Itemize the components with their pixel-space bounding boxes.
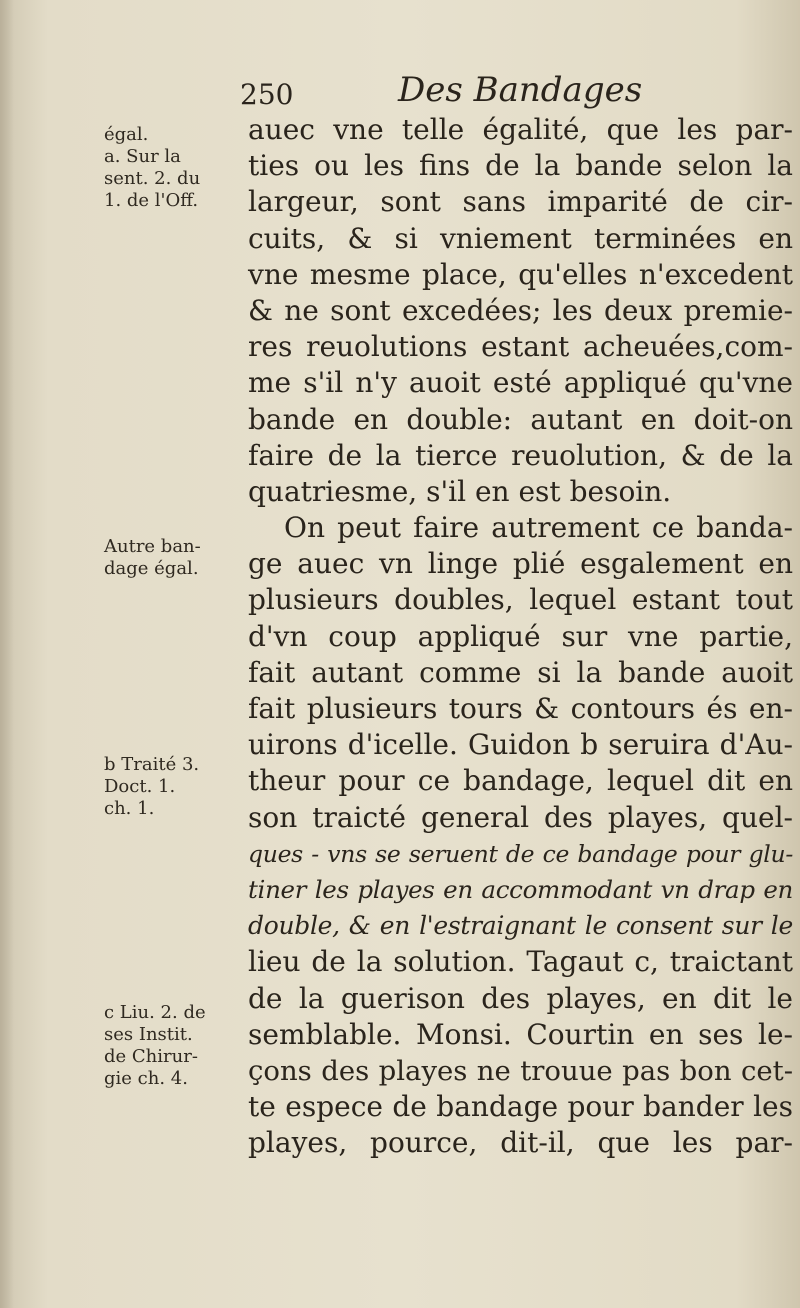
margin-note-line: 1. de l'Off.: [104, 190, 199, 211]
margin-note-4: [104, 1002, 242, 1090]
margin-note-line: dage égal.: [104, 558, 199, 579]
text-line: plusieurs doubles, lequel estant tout: [248, 583, 793, 617]
margin-note-line: gie ch. 4.: [104, 1068, 188, 1089]
text-line: uirons d'icelle. Guidon b seruira d'Au-: [248, 728, 793, 762]
margin-note-3: [104, 754, 242, 820]
margin-note-1: [104, 124, 242, 212]
page-gutter-shadow: [0, 0, 14, 1308]
text-line: son traicté general des playes, quel-: [248, 800, 793, 834]
margin-note-line: b Traité 3.: [104, 754, 200, 775]
margin-note-line: ch. 1.: [104, 798, 155, 819]
margin-note-line: de Chirur-: [104, 1046, 198, 1067]
text-line: de la guerison des playes, en dit le: [248, 981, 793, 1015]
text-line: ties ou les fins de la bande selon la: [248, 149, 793, 183]
text-line: playes, pource, dit-il, que les par-: [248, 1126, 793, 1160]
running-title: Des Bandages: [398, 70, 643, 110]
text-line: largeur, sont sans imparité de cir-: [248, 185, 793, 219]
text-line: cuits, & si vniement terminées en: [248, 221, 793, 255]
text-line: theur pour ce bandage, lequel dit en: [248, 764, 793, 798]
margin-note-line: Doct. 1.: [104, 776, 176, 797]
text-line: lieu de la solution. Tagaut c, traictant: [248, 945, 793, 979]
text-line: res reuolutions estant acheuées,com-: [248, 330, 793, 364]
margin-note-line: égal.: [104, 124, 149, 145]
margin-note-line: sent. 2. du: [104, 168, 201, 189]
margin-note-line: ses Instit.: [104, 1024, 193, 1045]
text-line: On peut faire autrement ce banda-: [284, 511, 793, 545]
text-line: vne mesme place, qu'elles n'excedent: [248, 257, 793, 291]
margin-note-2: [104, 536, 242, 580]
margin-note-line: c Liu. 2. de: [104, 1002, 206, 1023]
text-line-italic: double, & en l'estraignant le consent sur le: [248, 911, 793, 941]
text-line-italic: tiner les playes en accommodant vn drap en: [248, 874, 793, 904]
text-line: me s'il n'y auoit esté appliqué qu'vne: [248, 366, 793, 400]
text-line: çons des playes ne trouue pas bon cet-: [248, 1054, 793, 1087]
text-line: & ne sont excedées; les deux premie-: [248, 293, 793, 327]
text-line: faire de la tierce reuolution, & de la: [248, 438, 793, 472]
text-line: fait autant comme si la bande auoit: [248, 655, 793, 689]
text-line: quatriesme, s'il en est besoin.: [248, 474, 672, 508]
text-line: ge auec vn linge plié esgalement en: [248, 547, 793, 581]
text-line: d'vn coup appliqué sur vne partie,: [248, 619, 793, 653]
page-number: 250: [240, 78, 294, 111]
text-line: te espece de bandage pour bander les: [248, 1090, 793, 1124]
margin-note-line: a. Sur la: [104, 146, 181, 167]
text-line: semblable. Monsi. Courtin en ses le-: [248, 1017, 793, 1051]
text-line: auec vne telle égalité, que les par-: [248, 113, 793, 146]
text-line: fait plusieurs tours & contours és en-: [248, 692, 793, 725]
margin-note-line: Autre ban-: [104, 536, 201, 557]
text-line: bande en double: autant en doit-on: [248, 402, 793, 436]
text-line-italic: ques - vns se seruent de ce bandage pour glu-: [248, 839, 793, 868]
main-text-block: [248, 112, 793, 1161]
